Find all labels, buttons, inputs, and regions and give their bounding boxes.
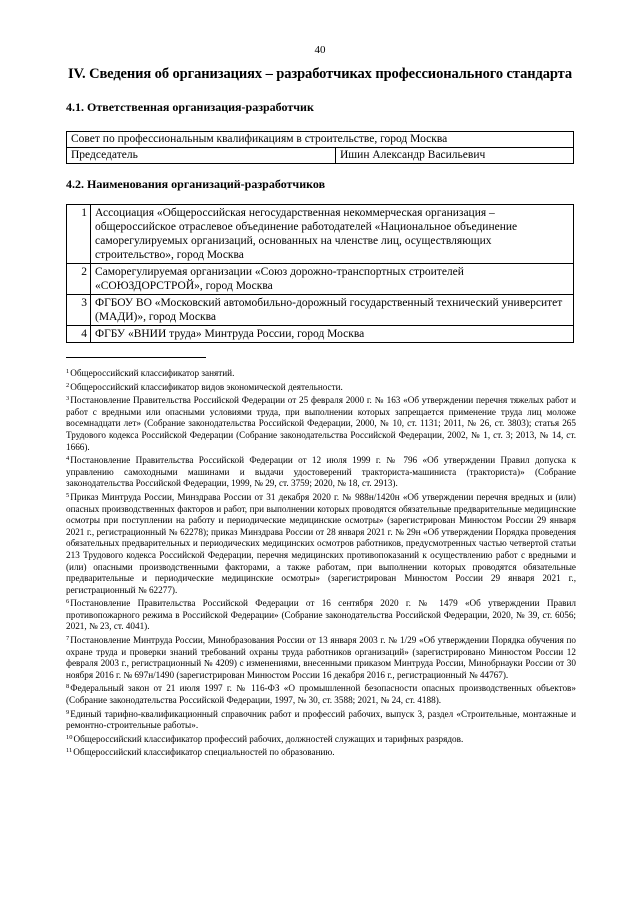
footnote <box>66 366 576 380</box>
developer-name: Ассоциация «Общероссийская негосударственная некоммерческая организация – общероссийское отраслевое объединение работодателей «Национальное объединение саморегулируемых организаций, основанных на членстве лиц, осуществляющих строительство», город Москва <box>91 205 574 264</box>
footnote-marker: 6 <box>66 598 70 606</box>
section-title: IV. Сведения об организациях – разработчиках профессионального стандарта <box>67 66 573 82</box>
footnote-text: Федеральный закон от 21 июля 1997 г. № 116-ФЗ «О промышленной безопасности опасных производственных объектов» (Собрание законодательства Российской Федерации, 1997, № 30, ст. 3588; 2021, № 24, ст. 4188). <box>66 683 576 706</box>
footnote-text: Общероссийский классификатор специальностей по образованию. <box>73 747 335 758</box>
footnote-text: Общероссийский классификатор занятий. <box>70 368 235 378</box>
developer-row <box>67 264 574 295</box>
responsible-person: Ишин Александр Васильевич <box>336 148 574 164</box>
footnote <box>66 681 576 706</box>
developer-number: 4 <box>67 326 91 343</box>
footnote <box>66 707 576 732</box>
footnote <box>66 745 576 759</box>
responsible-org: Совет по профессиональным квалификациям в строительстве, город Москва <box>67 132 574 148</box>
footnote <box>66 453 576 490</box>
footnote-text: Постановление Минтруда России, Минобразования России от 13 января 2003 г. № 1/29 «Об утверждении Порядка обучения по охране труда и проверки знаний требований охраны труда работников организаций» (зарегистрировано Минюстом России 12 февраля 2003 г., регистрационный № 4209) с изменениями, внесенными приказом Минтруда России, Минобрнауки России от 30 ноября 2016 г. № 697н/1490 (зарегистрирован Минюстом России 16 декабря 2016 г., регистрационный № 44767). <box>66 635 576 680</box>
footnote-marker: 2 <box>66 381 70 389</box>
footnote-marker: 5 <box>66 491 70 499</box>
developer-row <box>67 295 574 326</box>
developer-number: 3 <box>67 295 91 326</box>
responsible-person-row <box>67 148 574 164</box>
footnote <box>66 380 576 394</box>
developers-heading: 4.2. Наименования организаций-разработчиков <box>66 177 326 191</box>
developer-name: Саморегулируемая организации «Союз дорожно-транспортных строителей «СОЮЗДОРСТРОЙ», город Москва <box>91 264 574 295</box>
footnote-text: Единый тарифно-квалификационный справочник работ и профессий рабочих, выпуск 3, раздел «Строительные, монтажные и ремонтно-строительные работы». <box>66 708 576 731</box>
developer-row <box>67 326 574 343</box>
footnote-divider <box>66 357 206 358</box>
footnote-marker: 9 <box>66 708 70 716</box>
responsible-org-row <box>67 132 574 148</box>
responsible-heading: 4.1. Ответственная организация-разработчик <box>66 100 314 114</box>
footnote-marker: 1 <box>66 368 70 375</box>
footnote-text: Приказ Минтруда России, Минздрава России от 31 декабря 2020 г. № 988н/1420н «Об утверждении перечня вредных и (или) опасных производственных факторов и работ, при выполнении которых проводятся обязательные предварительные медицинские осмотры при поступлении на работу и периодические медицинские осмотры» (зарегистрирован Минюстом России 29 января 2021 г., регистрационный № 62278); приказ Минздрава России от 28 января 2021 г. № 29н «Об утверждении Порядка проведения обязательных предварительных и периодических медицинских осмотров работников, предусмотренных частью четвертой статьи 213 Трудового кодекса Российской Федерации, перечня медицинских противопоказаний к осуществлению работ с вредными и (или) опасными производственными факторами, а также работам, при выполнении которых проводятся обязательные предварительные и периодические медицинские осмотры» (зарегистрирован Минюстом России 29 января 2021 г., регистрационный № 62277). <box>66 491 576 595</box>
responsible-role: Председатель <box>67 148 336 164</box>
footnotes <box>66 366 576 759</box>
footnote-marker: 10 <box>66 733 73 741</box>
footnote <box>66 596 576 633</box>
developer-name: ФГБУ «ВНИИ труда» Минтруда России, город Москва <box>91 326 574 343</box>
responsible-table <box>66 131 574 164</box>
footnote <box>66 633 576 681</box>
footnote <box>66 732 576 746</box>
footnote-text: Постановление Правительства Российской Федерации от 12 июля 1999 г. № 796 «Об утверждении Правил допуска к управлению самоходными машинами и выдачи удостоверений тракториста-машиниста (тракториста)» (Собрание законодательства Российской Федерации, 1999, № 29, ст. 3759; 2020, № 18, ст. 2913). <box>66 455 576 489</box>
developer-name: ФГБОУ ВО «Московский автомобильно-дорожный государственный технический университет (МАДИ)», город Москва <box>91 295 574 326</box>
footnote-marker: 7 <box>66 635 70 643</box>
footnote-text: Постановление Правительства Российской Федерации от 16 сентября 2020 г. № 1479 «Об утверждении Правил противопожарного режима в Российской Федерации» (Собрание законодательства Российской Федерации, 2020, № 39, ст. 6056; 2021, № 23, ст. 4041). <box>66 598 576 632</box>
footnote <box>66 490 576 596</box>
footnote-text: Общероссийский классификатор видов экономической деятельности. <box>70 381 343 392</box>
footnote <box>66 393 576 453</box>
footnote-marker: 11 <box>66 747 73 755</box>
developer-number: 1 <box>67 205 91 264</box>
footnote-text: Общероссийский классификатор профессий рабочих, должностей служащих и тарифных разрядов. <box>73 733 464 744</box>
developers-table <box>66 204 574 343</box>
page-number: 40 <box>314 44 326 56</box>
footnote-marker: 3 <box>66 395 70 403</box>
footnote-marker: 4 <box>66 455 70 463</box>
footnote-text: Постановление Правительства Российской Федерации от 25 февраля 2000 г. № 163 «Об утверждении перечня тяжелых работ и работ с вредными или опасными условиями труда, при выполнении которых запрещается применение труда лиц моложе восемнадцати лет» (Собрание законодательства Российской Федерации, 2000, № 10, ст. 1131; 2011, № 26, ст. 3803); статья 265 Трудового кодекса Российской Федерации (Собрание законодательства Российской Федерации, 2002, № 1, ст. 3; 2013, № 14, ст. 1666). <box>66 395 576 452</box>
developer-row <box>67 205 574 264</box>
developer-number: 2 <box>67 264 91 295</box>
footnote-marker: 8 <box>66 683 70 691</box>
